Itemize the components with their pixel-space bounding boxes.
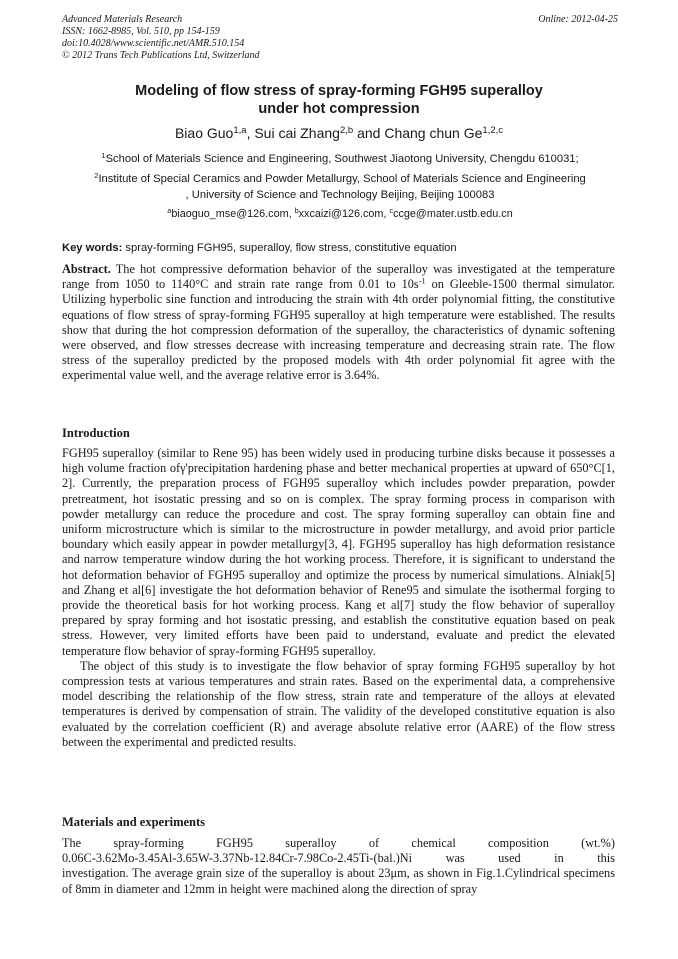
email-superscript: a xyxy=(167,205,172,215)
author-name: Biao Guo xyxy=(174,125,234,141)
materials-heading: Materials and experiments xyxy=(62,815,206,829)
journal-header xyxy=(62,14,618,62)
author-name: Chang chun Ge xyxy=(384,125,483,141)
word: this xyxy=(597,851,615,866)
justified-line xyxy=(62,851,615,866)
abstract-superscript: -1 xyxy=(418,276,426,286)
affiliation-text: School of Materials Science and Engineering, Southwest Jiaotong University, Chengdu 610031; xyxy=(105,153,579,165)
paper-title xyxy=(62,82,616,118)
word: was xyxy=(445,851,465,866)
email-link: ccge@mater.ustb.edu.cn xyxy=(393,208,513,220)
word: FGH95 xyxy=(216,836,253,850)
keywords-label: Key words: xyxy=(62,242,123,254)
online-date: Online: 2012-04-25 xyxy=(538,14,618,25)
title-line-1: Modeling of flow stress of spray-forming FGH95 superalloy xyxy=(135,83,543,99)
copyright-line: © 2012 Trans Tech Publications Ltd, Switzerland xyxy=(62,50,260,61)
abstract-label: Abstract. xyxy=(62,262,111,276)
word: superalloy xyxy=(285,836,337,850)
paragraph: FGH95 superalloy (similar to Rene 95) has been widely used in producing turbine disks because it possesses a high volume fraction ofγ'precipitation hardening phase and better mechanical properties at upward of 650°C[1, 2]. Currently, the preparation process of FGH95 superalloy which includes powder preparation, powder pretreatment, hot isostatic pressing and so on is complex. The spray forming process in comparison with powder metallurgy can reduce the procedure and cost. The spray forming superalloy can obtain fine and uniform microstructure which is similar to the microstructure in powder metallurgy, and avoid prior particle boundary which easily appear in powder metallurgy[3, 4]. FGH95 superalloy has high deformation resistance and narrow temperature window during the hot working process. Therefore, it is significant to understand the hot deformation behavior of FGH95 superalloy and optimize the process by numerical simulations. Alniak[5] and Zhang et al[6] investigate the hot deformation behavior of Rene95 and simulate the isothermal forging to provide the theoretical basis for hot working process. Kang et al[7] study the flow behavior of superalloy prepared by spray forming and hot isostatic pressing, and establish the constitutive equation based on peak stress. However, very limited efforts have been paid to understand, evaluate and predict the elevated temperature flow behavior of spray-forming FGH95 superalloy. xyxy=(62,446,615,658)
email-superscript: c xyxy=(389,205,394,215)
title-line-2: under hot compression xyxy=(258,101,420,117)
word: of xyxy=(368,836,380,850)
introduction-heading: Introduction xyxy=(62,426,130,440)
author-name: Sui cai Zhang xyxy=(254,125,340,141)
author-list xyxy=(62,124,616,142)
introduction-body xyxy=(62,446,615,750)
keywords xyxy=(62,240,618,256)
affiliation-superscript: 1 xyxy=(101,150,106,160)
author-superscript: 1,a xyxy=(233,124,247,136)
author-separator: and xyxy=(353,125,385,141)
abstract-text: The hot compressive deformation behavior of the superalloy was investigated at the temperature range from 1050 to 1140°C and strain rate range from 0.01 to 10s xyxy=(62,262,615,292)
affiliation-superscript: 2 xyxy=(94,170,99,180)
author-superscript: 2,b xyxy=(339,124,354,136)
word: chemical xyxy=(411,836,456,850)
journal-name: Advanced Materials Research xyxy=(62,14,183,25)
word: composition xyxy=(488,836,549,850)
email-superscript: b xyxy=(294,205,299,215)
word: 0.06C-3.62Mo-3.45Al-3.65W-3.37Nb-12.84Cr-7.98Co-2.45Ti-(bal.)Ni xyxy=(62,851,413,866)
affiliation-1 xyxy=(62,151,618,167)
materials-body xyxy=(62,836,615,897)
email-link: biaoguo_mse@126.com, xyxy=(171,208,295,220)
word: spray-forming xyxy=(113,836,184,850)
affiliation-2 xyxy=(62,171,618,203)
word: used xyxy=(498,851,521,866)
affiliation-text: Institute of Special Ceramics and Powder Metallurgy, School of Materials Science and Engineering xyxy=(98,173,586,185)
paragraph: The object of this study is to investigate the flow behavior of spray forming FGH95 superalloy by hot compression tests at various temperatures and strain rates. Based on the experimental data, a comprehensive model describing the relationship of the flow stress, strain rate and temperature of the alloys at elevated temperatures is derived by compensation of strain. The validity of the developed constitutive equation is also evaluated by the correlation coefficient (R) and average absolute relative error (AARE) of the flow stress between the experimental and predicted results. xyxy=(62,658,615,749)
paragraph: investigation. The average grain size of the superalloy is about 23μm, as shown in Fig.1.Cylindrical specimens of 8mm in diameter and 12mm in height were machined along the direction of spray xyxy=(62,866,615,896)
doi-line: doi:10.4028/www.scientific.net/AMR.510.154 xyxy=(62,38,245,49)
word: in xyxy=(554,851,564,866)
author-separator: , xyxy=(246,125,255,141)
email-link: xxcaizi@126.com, xyxy=(298,208,390,220)
keywords-text: spray-forming FGH95, superalloy, flow stress, constitutive equation xyxy=(122,242,457,254)
author-superscript: 1,2,c xyxy=(482,124,504,136)
justified-line xyxy=(62,836,615,851)
abstract-text: on Gleeble-1500 thermal simulator. Utilizing hyperbolic sine function and introducing the strain with 4th order polynomial fitting, the constitutive equations of flow stress of spray-forming FGH95 superalloy at high temperature were established. The results show that during the hot compression deformation of the superalloy, the characteristics of dynamic softening were observed, and flow stresses decrease with increasing temperature and decreasing strain rate. The flow stress of the superalloy predicted by the proposed models with 4th order polynomial fit agree with the experimental value well, and the average relative error is 3.64%. xyxy=(62,277,616,383)
issn-line: ISSN: 1662-8985, Vol. 510, pp 154-159 xyxy=(62,26,220,37)
affiliation-line xyxy=(62,171,618,187)
abstract xyxy=(62,262,615,384)
author-emails xyxy=(62,206,618,222)
word: (wt.%) xyxy=(581,836,615,850)
word: The xyxy=(62,836,82,850)
affiliation-line: , University of Science and Technology Beijing, Beijing 100083 xyxy=(185,189,495,201)
